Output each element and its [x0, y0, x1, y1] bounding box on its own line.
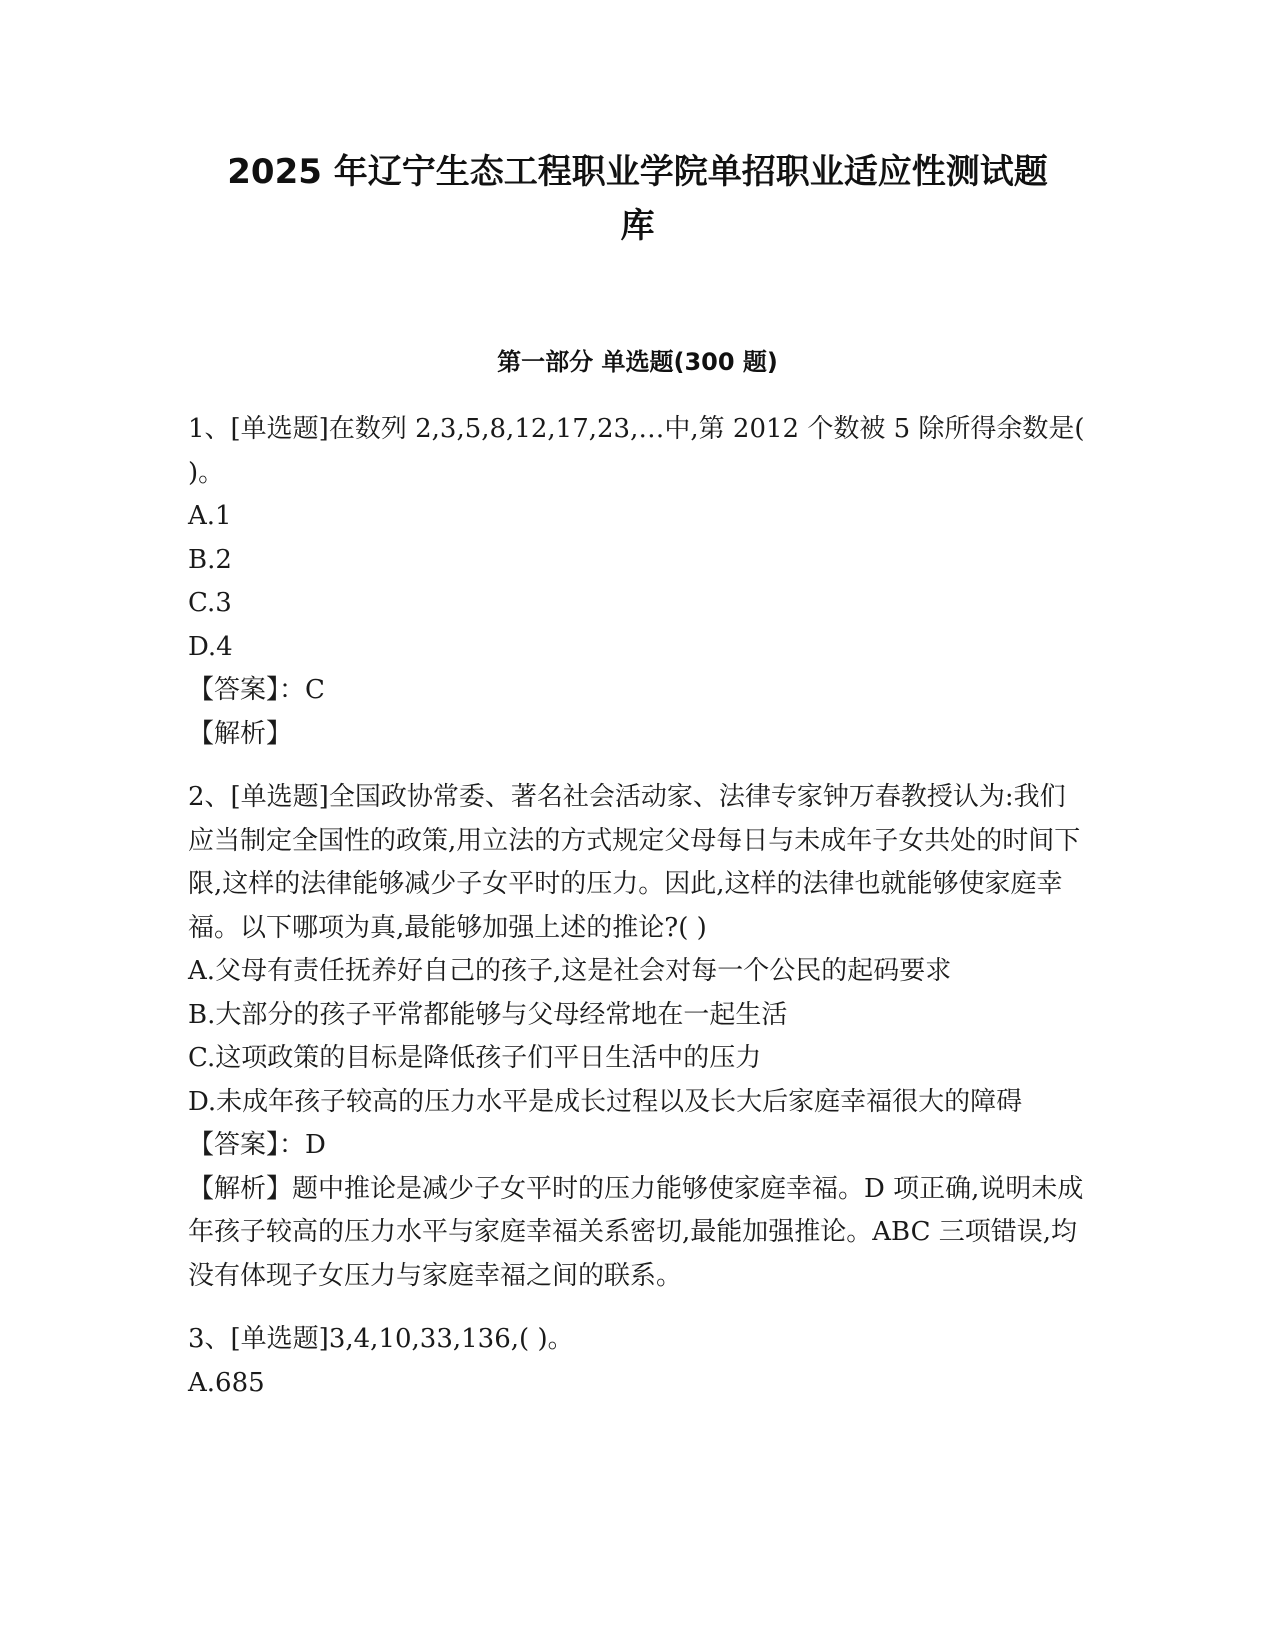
question-stem: 2、[单选题]全国政协常委、著名社会活动家、法律专家钟万春教授认为:我们应当制定全国性的政策,用立法的方式规定父母每日与未成年子女共处的时间下限,这样的法律能够减少子女平时的压力。因此,这样的法律也就能够使家庭幸福。以下哪项为真,最能够加强上述的推论?( ) [188, 782, 1081, 943]
answer-line: 【答案】：C [188, 675, 325, 705]
section-heading: 第一部分 单选题(300 题) [497, 348, 778, 376]
title-line-2: 库 [620, 206, 655, 246]
question-stem: 3、[单选题]3,4,10,33,136,( )。 [188, 1324, 574, 1354]
title-line-1: 2025 年辽宁生态工程职业学院单招职业适应性测试题 [227, 152, 1048, 192]
analysis-line: 【解析】题中推论是减少子女平时的压力能够使家庭幸福。D 项正确,说明未成年孩子较高的压力水平与家庭幸福关系密切,最能加强推论。ABC 三项错误,均没有体现子女压力与家庭幸福之间的联系。 [188, 1173, 1084, 1291]
question-2 [188, 776, 1088, 1298]
option-c: C.3 [188, 588, 232, 618]
analysis-line: 【解析】 [188, 718, 293, 749]
option-c: C.这项政策的目标是降低孩子们平日生活中的压力 [188, 1043, 762, 1073]
option-a: A.1 [188, 501, 232, 531]
option-d: D.4 [188, 631, 233, 662]
option-a: A.父母有责任抚养好自己的孩子,这是社会对每一个公民的起码要求 [188, 956, 952, 986]
question-3 [188, 1318, 1088, 1405]
question-stem: 1、[单选题]在数列 2,3,5,8,12,17,23,…中,第 2012 个数被 5 除所得余数是( )。 [188, 414, 1085, 488]
option-d: D.未成年孩子较高的压力水平是成长过程以及长大后家庭幸福很大的障碍 [188, 1086, 1023, 1117]
option-b: B.2 [188, 544, 232, 575]
question-1 [188, 408, 1088, 756]
answer-line: 【答案】：D [188, 1130, 326, 1160]
option-b: B.大部分的孩子平常都能够与父母经常地在一起生活 [188, 999, 788, 1030]
document-title [150, 145, 1125, 253]
option-a: A.685 [188, 1367, 265, 1398]
question-list [188, 408, 1088, 1425]
